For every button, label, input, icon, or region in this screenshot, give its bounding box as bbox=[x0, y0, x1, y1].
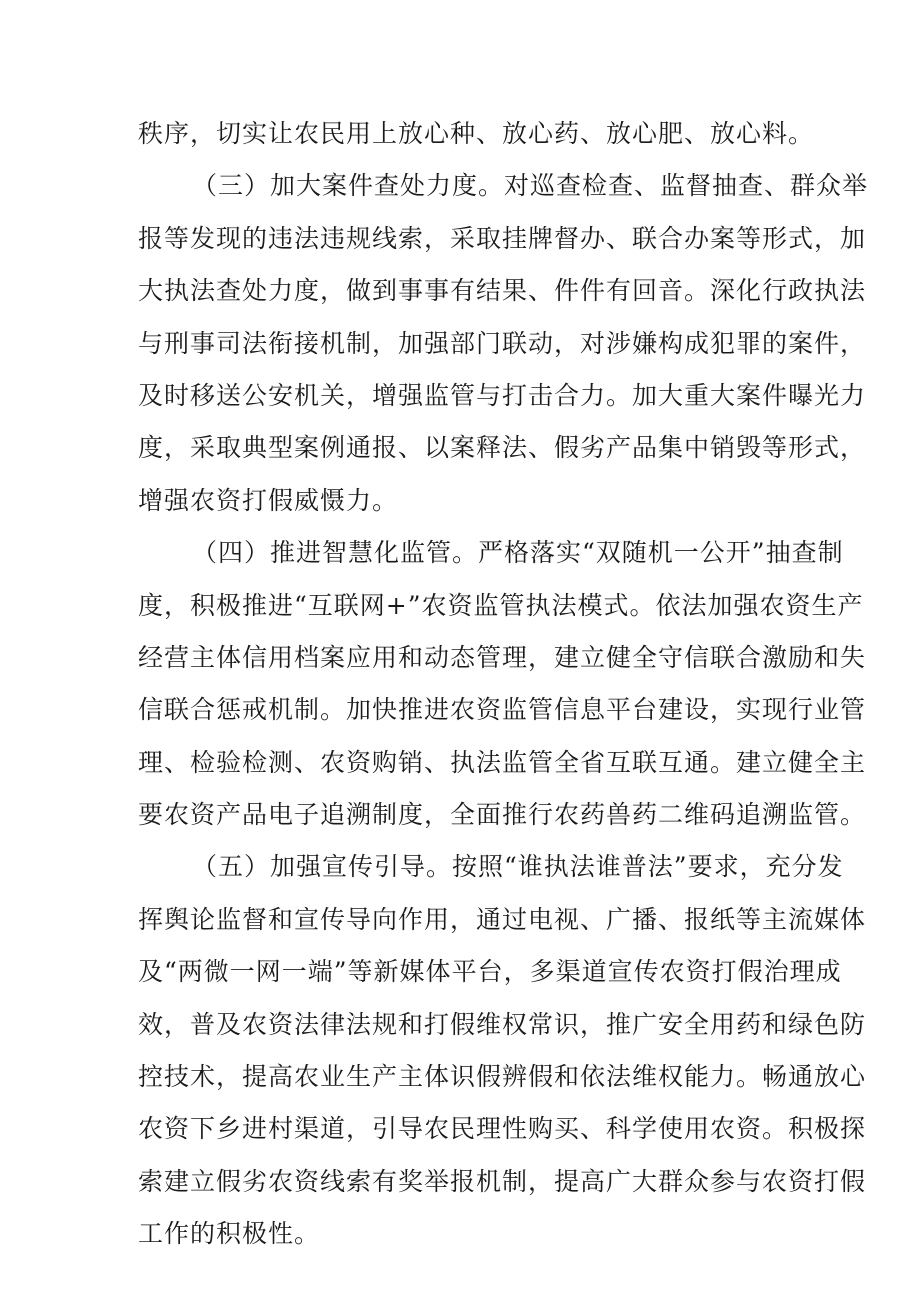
paragraph-line: 经营主体信用档案应用和动态管理，建立健全守信联合激励和失 bbox=[138, 642, 867, 672]
paragraph-line: 及时移送公安机关，增强监管与打击合力。加大重大案件曝光力 bbox=[138, 380, 867, 410]
document-body bbox=[138, 108, 869, 1261]
paragraph-line: 增强农资打假威慑力。 bbox=[138, 485, 399, 515]
paragraph-line: 报等发现的违法违规线索，采取挂牌督办、联合办案等形式，加 bbox=[138, 223, 867, 253]
paragraph-line: 挥舆论监督和宣传导向作用，通过电视、广播、报纸等主流媒体 bbox=[138, 904, 867, 934]
section-5-heading-line: （五）加强宣传引导。按照“谁执法谁普法”要求，充分发 bbox=[192, 852, 844, 882]
paragraph-line: 与刑事司法衔接机制，加强部门联动，对涉嫌构成犯罪的案件， bbox=[138, 328, 867, 358]
paragraph-line: 度，积极推进“互联网+”农资监管执法模式。依法加强农资生产 bbox=[138, 590, 864, 620]
paragraph-line: 度，采取典型案例通报、以案释法、假劣产品集中销毁等形式， bbox=[138, 433, 867, 463]
paragraph-line: 效，普及农资法律法规和打假维权常识，推广安全用药和绿色防 bbox=[138, 1009, 867, 1039]
section-3-heading-line: （三）加大案件查处力度。对巡查检查、监督抽查、群众举 bbox=[192, 171, 869, 201]
paragraph-line: 工作的积极性。 bbox=[138, 1219, 321, 1249]
paragraph-line: 秩序，切实让农民用上放心种、放心药、放心肥、放心料。 bbox=[138, 119, 815, 148]
paragraph-line: 农资下乡进村渠道，引导农民理性购买、科学使用农资。积极探 bbox=[138, 1114, 867, 1144]
paragraph-line: 索建立假劣农资线索有奖举报机制，提高广大群众参与农资打假 bbox=[138, 1166, 867, 1196]
paragraph-line: 大执法查处力度，做到事事有结果、件件有回音。深化行政执法 bbox=[138, 276, 867, 306]
paragraph-line: 控技术，提高农业生产主体识假辨假和依法维权能力。畅通放心 bbox=[138, 1062, 867, 1092]
paragraph-line: 信联合惩戒机制。加快推进农资监管信息平台建设，实现行业管 bbox=[138, 695, 867, 725]
section-4-heading-line: （四）推进智慧化监管。严格落实“双随机一公开”抽查制 bbox=[192, 538, 844, 568]
paragraph-line: 及“两微一网一端”等新媒体平台，多渠道宣传农资打假治理成 bbox=[138, 957, 842, 987]
paragraph-line: 理、检验检测、农资购销、执法监管全省互联互通。建立健全主 bbox=[138, 747, 867, 777]
paragraph-line: 要农资产品电子追溯制度，全面推行农药兽药二维码追溯监管。 bbox=[138, 800, 867, 830]
